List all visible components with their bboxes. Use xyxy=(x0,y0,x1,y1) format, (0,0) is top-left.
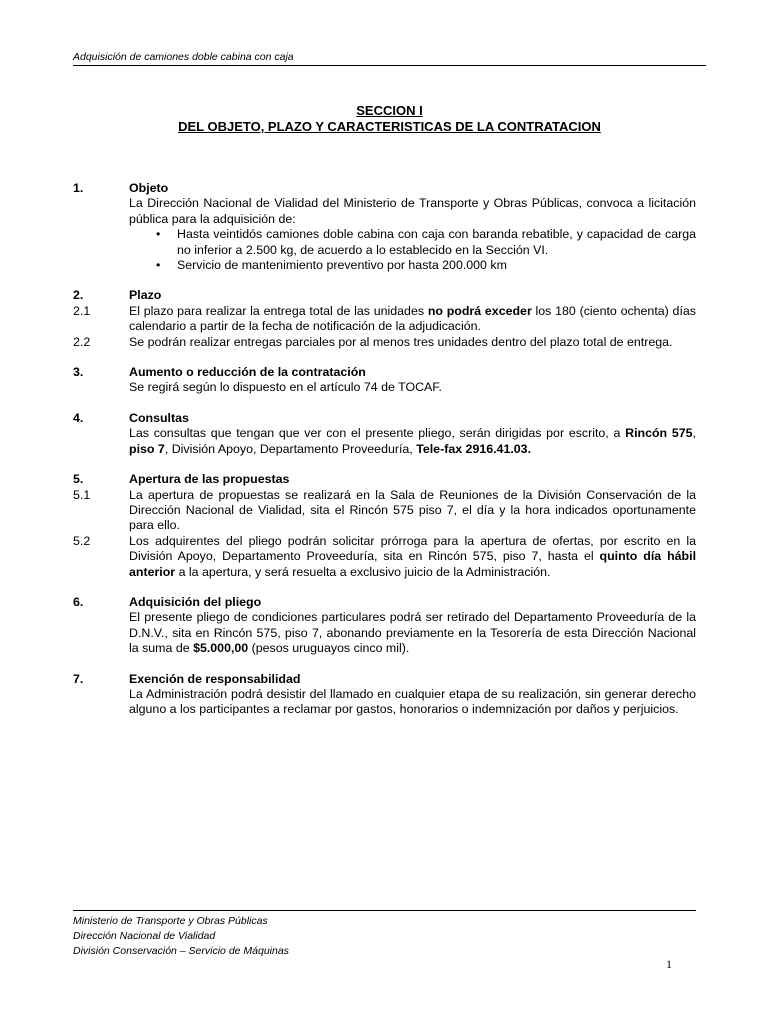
paragraph xyxy=(129,610,696,656)
section-title xyxy=(73,103,706,135)
subsection-number: 2.1 xyxy=(73,303,91,318)
section-number: 5. xyxy=(73,472,84,487)
running-footer xyxy=(73,910,696,959)
section-number: 3. xyxy=(73,365,84,380)
bold-run: piso 7 xyxy=(129,441,165,456)
section-heading: Apertura de las propuestas xyxy=(129,472,290,487)
bold-run: quinto día hábil anterior xyxy=(129,549,697,579)
paragraph: La apertura de propuestas se realizará en la Sala de Reuniones de la División Conservación de la Dirección Nacional de Vialidad, sita el Rincón 575 piso 7, el día y la hora indicados oportunamente para ello. xyxy=(129,487,696,533)
section-heading: Adquisición del pliego xyxy=(129,594,262,609)
paragraph xyxy=(129,534,696,580)
section-number: 6. xyxy=(73,594,84,609)
section-consultas xyxy=(73,411,696,457)
text-run: , xyxy=(692,426,696,441)
paragraph: La Dirección Nacional de Vialidad del Ministerio de Transporte y Obras Públicas, convoca a licitación pública para la adquisición de: xyxy=(129,196,696,226)
paragraph: Se regirá según lo dispuesto en el artículo 74 de TOCAF. xyxy=(129,380,442,395)
section-heading: Exención de responsabilidad xyxy=(129,671,301,686)
subsection-number: 2.2 xyxy=(73,334,91,349)
section-aumento xyxy=(73,365,696,396)
text-run: (pesos uruguayos cinco mil). xyxy=(248,641,410,656)
paragraph xyxy=(129,426,696,457)
text-run: El presente pliego de condiciones particulares podrá ser retirado del Departamento Proveeduría de la D.N.V., sita en Rincón 575, piso 7, abonando previamente en la Tesorería de esta Dirección Nacional la suma de xyxy=(129,610,696,656)
section-plazo xyxy=(73,288,696,350)
paragraph xyxy=(129,304,696,335)
subsection-number: 5.1 xyxy=(73,487,91,502)
subsection-number: 5.2 xyxy=(73,533,91,548)
section-number: 1. xyxy=(73,181,84,195)
section-number: 7. xyxy=(73,671,84,686)
text-run: Las consultas que tengan que ver con el presente pliego, serán dirigidas por escrito, a xyxy=(129,426,626,441)
list-item: • Servicio de mantenimiento preventivo por hasta 200.000 km xyxy=(177,258,696,273)
section-title-line1: SECCION I xyxy=(356,103,423,118)
section-exencion xyxy=(73,672,696,718)
bold-run: no podrá exceder xyxy=(427,303,532,318)
text-run: a la apertura, y será resuelta a exclusivo juicio de la Administración. xyxy=(175,564,551,579)
section-heading: Plazo xyxy=(129,288,162,303)
text-run: , División Apoyo, Departamento Proveeduría, xyxy=(164,441,417,456)
section-adquisicion xyxy=(73,595,696,657)
list-item: • Hasta veintidós camiones doble cabina con caja con baranda rebatible, y capacidad de carga no inferior a 2.500 kg, de acuerdo a lo establecido en la Sección VI. xyxy=(177,227,696,258)
section-number: 4. xyxy=(73,410,84,425)
text-run: los 180 (ciento ochenta) días calendario a partir de la fecha de notificación de la adjudicación. xyxy=(129,303,696,334)
footer-line: División Conservación – Servicio de Máquinas xyxy=(73,945,289,957)
section-number: 2. xyxy=(73,288,84,303)
document-body xyxy=(73,181,696,733)
section-heading: Aumento o reducción de la contratación xyxy=(129,365,366,380)
bold-run: Tele-fax 2916.41.03. xyxy=(416,441,532,456)
paragraph: La Administración podrá desistir del llamado en cualquier etapa de su realización, sin generar derecho alguno a los participantes a reclamar por gastos, honorarios o indemnización por daños y perjuicios. xyxy=(129,686,696,717)
text-run: El plazo para realizar la entrega total de las unidades xyxy=(129,303,428,318)
paragraph: Se podrán realizar entregas parciales por al menos tres unidades dentro del plazo total de entrega. xyxy=(129,334,673,349)
text-run: Los adquirentes del pliego podrán solicitar prórroga para la apertura de ofertas, por escrito en la División Apoyo, Departamento Proveeduría, sita en Rincón 575, piso 7, hasta el xyxy=(129,533,696,564)
footer-line: Dirección Nacional de Vialidad xyxy=(73,930,216,942)
section-objeto xyxy=(73,181,696,273)
bullet-list xyxy=(129,227,696,273)
footer-line: Ministerio de Transporte y Obras Públicas xyxy=(73,915,268,927)
section-heading: Objeto xyxy=(129,181,169,195)
bold-run: Rincón 575 xyxy=(625,426,693,441)
running-header: Adquisición de camiones doble cabina con caja xyxy=(73,50,706,66)
section-heading: Consultas xyxy=(129,410,189,425)
section-title-line2: DEL OBJETO, PLAZO Y CARACTERISTICAS DE LA CONTRATACION xyxy=(178,119,601,134)
bold-run: $5.000,00 xyxy=(193,641,249,656)
section-apertura xyxy=(73,472,696,580)
page-number: 1 xyxy=(666,957,672,971)
